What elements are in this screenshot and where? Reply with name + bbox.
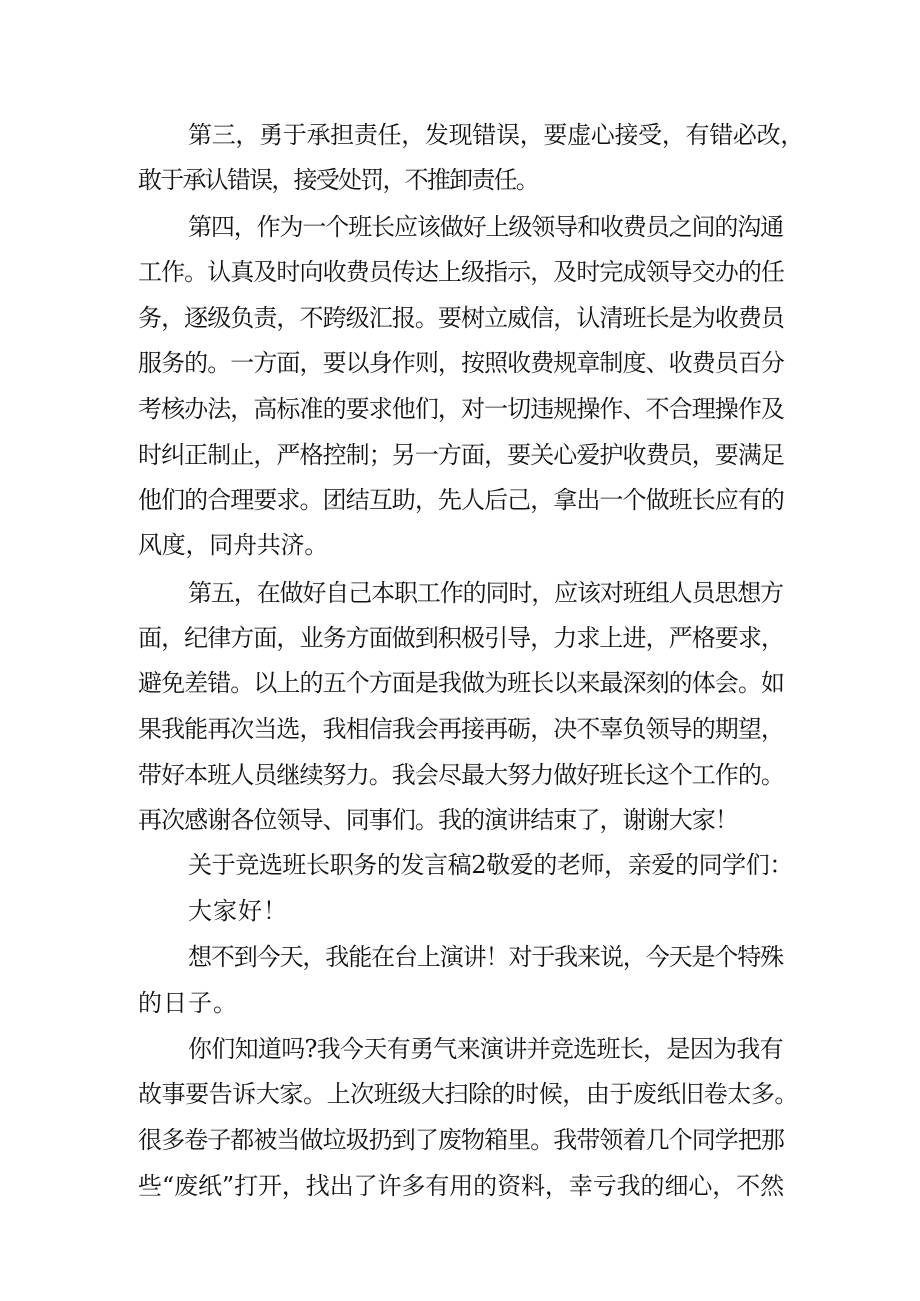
text-line: 避免差错。以上的五个方面是我做为班长以来最深刻的体会。如 — [138, 669, 784, 697]
text-line: 再次感谢各位领导、同事们。我的演讲结束了，谢谢大家！ — [138, 806, 738, 834]
text-line: 工作。认真及时向收费员传达上级指示，及时完成领导交办的任 — [138, 258, 784, 286]
text-line: 第四，作为一个班长应该做好上级领导和收费员之间的沟通 — [188, 213, 783, 241]
text-line: 带好本班人员继续努力。我会尽最大努力做好班长这个工作的。 — [138, 761, 784, 789]
text-line: 时纠正制止，严格控制；另一方面，要关心爱护收费员，要满足 — [138, 441, 784, 469]
text-line: 敢于承认错误，接受处罚，不推卸责任。 — [138, 166, 538, 194]
text-line: 很多卷子都被当做垃圾扔到了废物箱里。我带领着几个同学把那 — [138, 1126, 784, 1154]
text-line: 关于竞选班长职务的发言稿2敬爱的老师，亲爱的同学们： — [188, 851, 793, 879]
text-line: 务，逐级负责，不跨级汇报。要树立威信，认清班长是为收费员 — [138, 304, 784, 332]
text-line: 的日子。 — [138, 989, 238, 1017]
text-line: 服务的。一方面，要以身作则，按照收费规章制度、收费员百分 — [138, 349, 784, 377]
text-line: 你们知道吗?我今天有勇气来演讲并竞选班长，是因为我有 — [188, 1035, 783, 1063]
text-line: 故事要告诉大家。上次班级大扫除的时候，由于废纸旧卷太多。 — [138, 1080, 798, 1108]
text-line: 第三，勇于承担责任，发现错误，要虚心接受，有错必改， — [188, 121, 804, 149]
text-line: 些“废纸”打开，找出了许多有用的资料，幸亏我的细心，不然 — [138, 1172, 784, 1200]
text-line: 风度，同舟共济。 — [138, 531, 328, 559]
text-line: 面，纪律方面，业务方面做到积极引导，力求上进，严格要求， — [138, 624, 784, 652]
text-line: 考核办法，高标准的要求他们，对一切违规操作、不合理操作及 — [138, 395, 784, 423]
text-line: 第五，在做好自己本职工作的同时，应该对班组人员思想方 — [188, 579, 783, 607]
text-line: 想不到今天，我能在台上演讲！对于我来说，今天是个特殊 — [188, 943, 783, 971]
text-line: 果我能再次当选，我相信我会再接再砺，决不辜负领导的期望， — [138, 715, 784, 743]
text-line: 大家好！ — [188, 897, 288, 925]
text-line: 他们的合理要求。团结互助，先人后己，拿出一个做班长应有的 — [138, 486, 784, 514]
